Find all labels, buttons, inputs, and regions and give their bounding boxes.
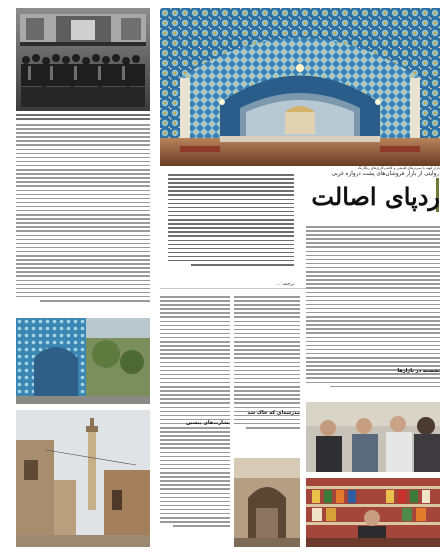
subhead-1: بشارت‌های پیشین bbox=[186, 420, 230, 426]
alley-arch-photo bbox=[234, 458, 300, 547]
byline: ترجمه: ... bbox=[275, 282, 294, 287]
subhead-3: مدرسه‌ای که خاک شد bbox=[247, 410, 300, 416]
historic-group-photo bbox=[16, 8, 150, 111]
subhead-2: نشسته در بازارها bbox=[397, 368, 440, 374]
historic-photo-caption-lines bbox=[16, 114, 150, 122]
mosque-interior-photo bbox=[160, 8, 440, 166]
photo-caption: بازار کهنه با سردرهای قدیمی و کاشی‌کاری‌های رنگارنگ bbox=[357, 166, 440, 170]
minaret-alley-photo bbox=[16, 410, 150, 547]
article-kicker: روایتی از بازار فروشان‌های پشت دروازه غربی bbox=[331, 171, 439, 177]
center-left-column-text bbox=[160, 296, 230, 529]
shop-shelves-photo bbox=[306, 478, 440, 547]
mosque-facade-photo bbox=[16, 318, 150, 404]
lead-paragraph bbox=[168, 174, 294, 268]
bazaar-people-photo bbox=[306, 402, 440, 472]
right-column-text bbox=[306, 226, 440, 390]
article-headline: ردپای اصالت bbox=[311, 182, 440, 211]
left-column-text bbox=[16, 124, 150, 304]
